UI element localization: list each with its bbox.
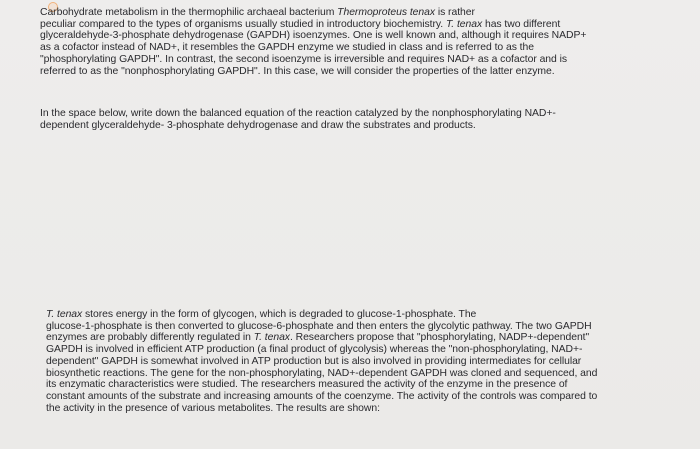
paragraph-line: Carbohydrate metabolism in the thermophilic archaeal bacterium Thermoproteus tenax is rather	[40, 7, 475, 18]
paragraph-line: as a cofactor instead of NAD+, it resembles the GAPDH enzyme we studied in class and is referred to as the	[40, 42, 534, 54]
paragraph-line: its enzymatic characteristics were studied. The researchers measured the activity of the enzyme in the presence of	[46, 379, 568, 391]
paragraph-line: the activity in the presence of various metabolites. The results are shown:	[46, 402, 380, 414]
paragraph-line: "phosphorylating GAPDH". In contrast, the second isoenzyme is irreversible and requires NAD+ as a cofactor and is	[40, 53, 567, 65]
paragraph-line: GAPDH is involved in efficient ATP production (a final product of glycolysis) whereas the "non-phosphorylating, NAD+-	[46, 344, 583, 356]
paragraph-line: constant amounts of the substrate and increasing amounts of the coenzyme. The activity of the controls was compared to	[46, 390, 598, 402]
organism-name: Thermoproteus tenax	[337, 7, 435, 18]
paragraph-line: enzymes are probably differently regulated in T. tenax. Researchers propose that "phosphorylating, NADP+-dependent"	[46, 332, 590, 344]
answer-space[interactable]	[40, 136, 680, 301]
paragraph-line: peculiar compared to the types of organisms usually studied in introductory biochemistry. T. tenax has two different	[40, 18, 561, 30]
organism-name: T. tenax	[253, 332, 290, 344]
paragraph-line: dependent glyceraldehyde- 3-phosphate dehydrogenase and draw the substrates and products.	[40, 119, 476, 131]
experiment-paragraph	[46, 309, 696, 414]
question-paragraph	[40, 108, 690, 131]
paragraph-line: dependent" GAPDH is somewhat involved in ATP production but is also involved in providing intermediates for cellular	[46, 355, 582, 367]
intro-paragraph	[40, 7, 690, 77]
organism-name: T. tenax	[46, 309, 83, 320]
paragraph-line: T. tenax stores energy in the form of glycogen, which is degraded to glucose-1-phosphate. The	[46, 309, 477, 320]
paragraph-line: glucose-1-phosphate is then converted to glucose-6-phosphate and then enters the glycolytic pathway. The two GAPDH	[46, 320, 592, 332]
paragraph-line: glyceraldehyde-3-phosphate dehydrogenase (GAPDH) isoenzymes. One is well known and, although it requires NADP+	[40, 30, 587, 42]
organism-name: T. tenax	[445, 18, 483, 30]
paragraph-line: In the space below, write down the balanced equation of the reaction catalyzed by the nonphosphorylating NAD+-	[40, 108, 556, 119]
paragraph-line: biosynthetic reactions. The gene for the non-phosphorylating, NAD+-dependent GAPDH was cloned and sequenced, and	[46, 367, 598, 379]
paragraph-line: referred to as the "nonphosphorylating GAPDH". In this case, we will consider the properties of the latter enzyme.	[40, 65, 555, 77]
